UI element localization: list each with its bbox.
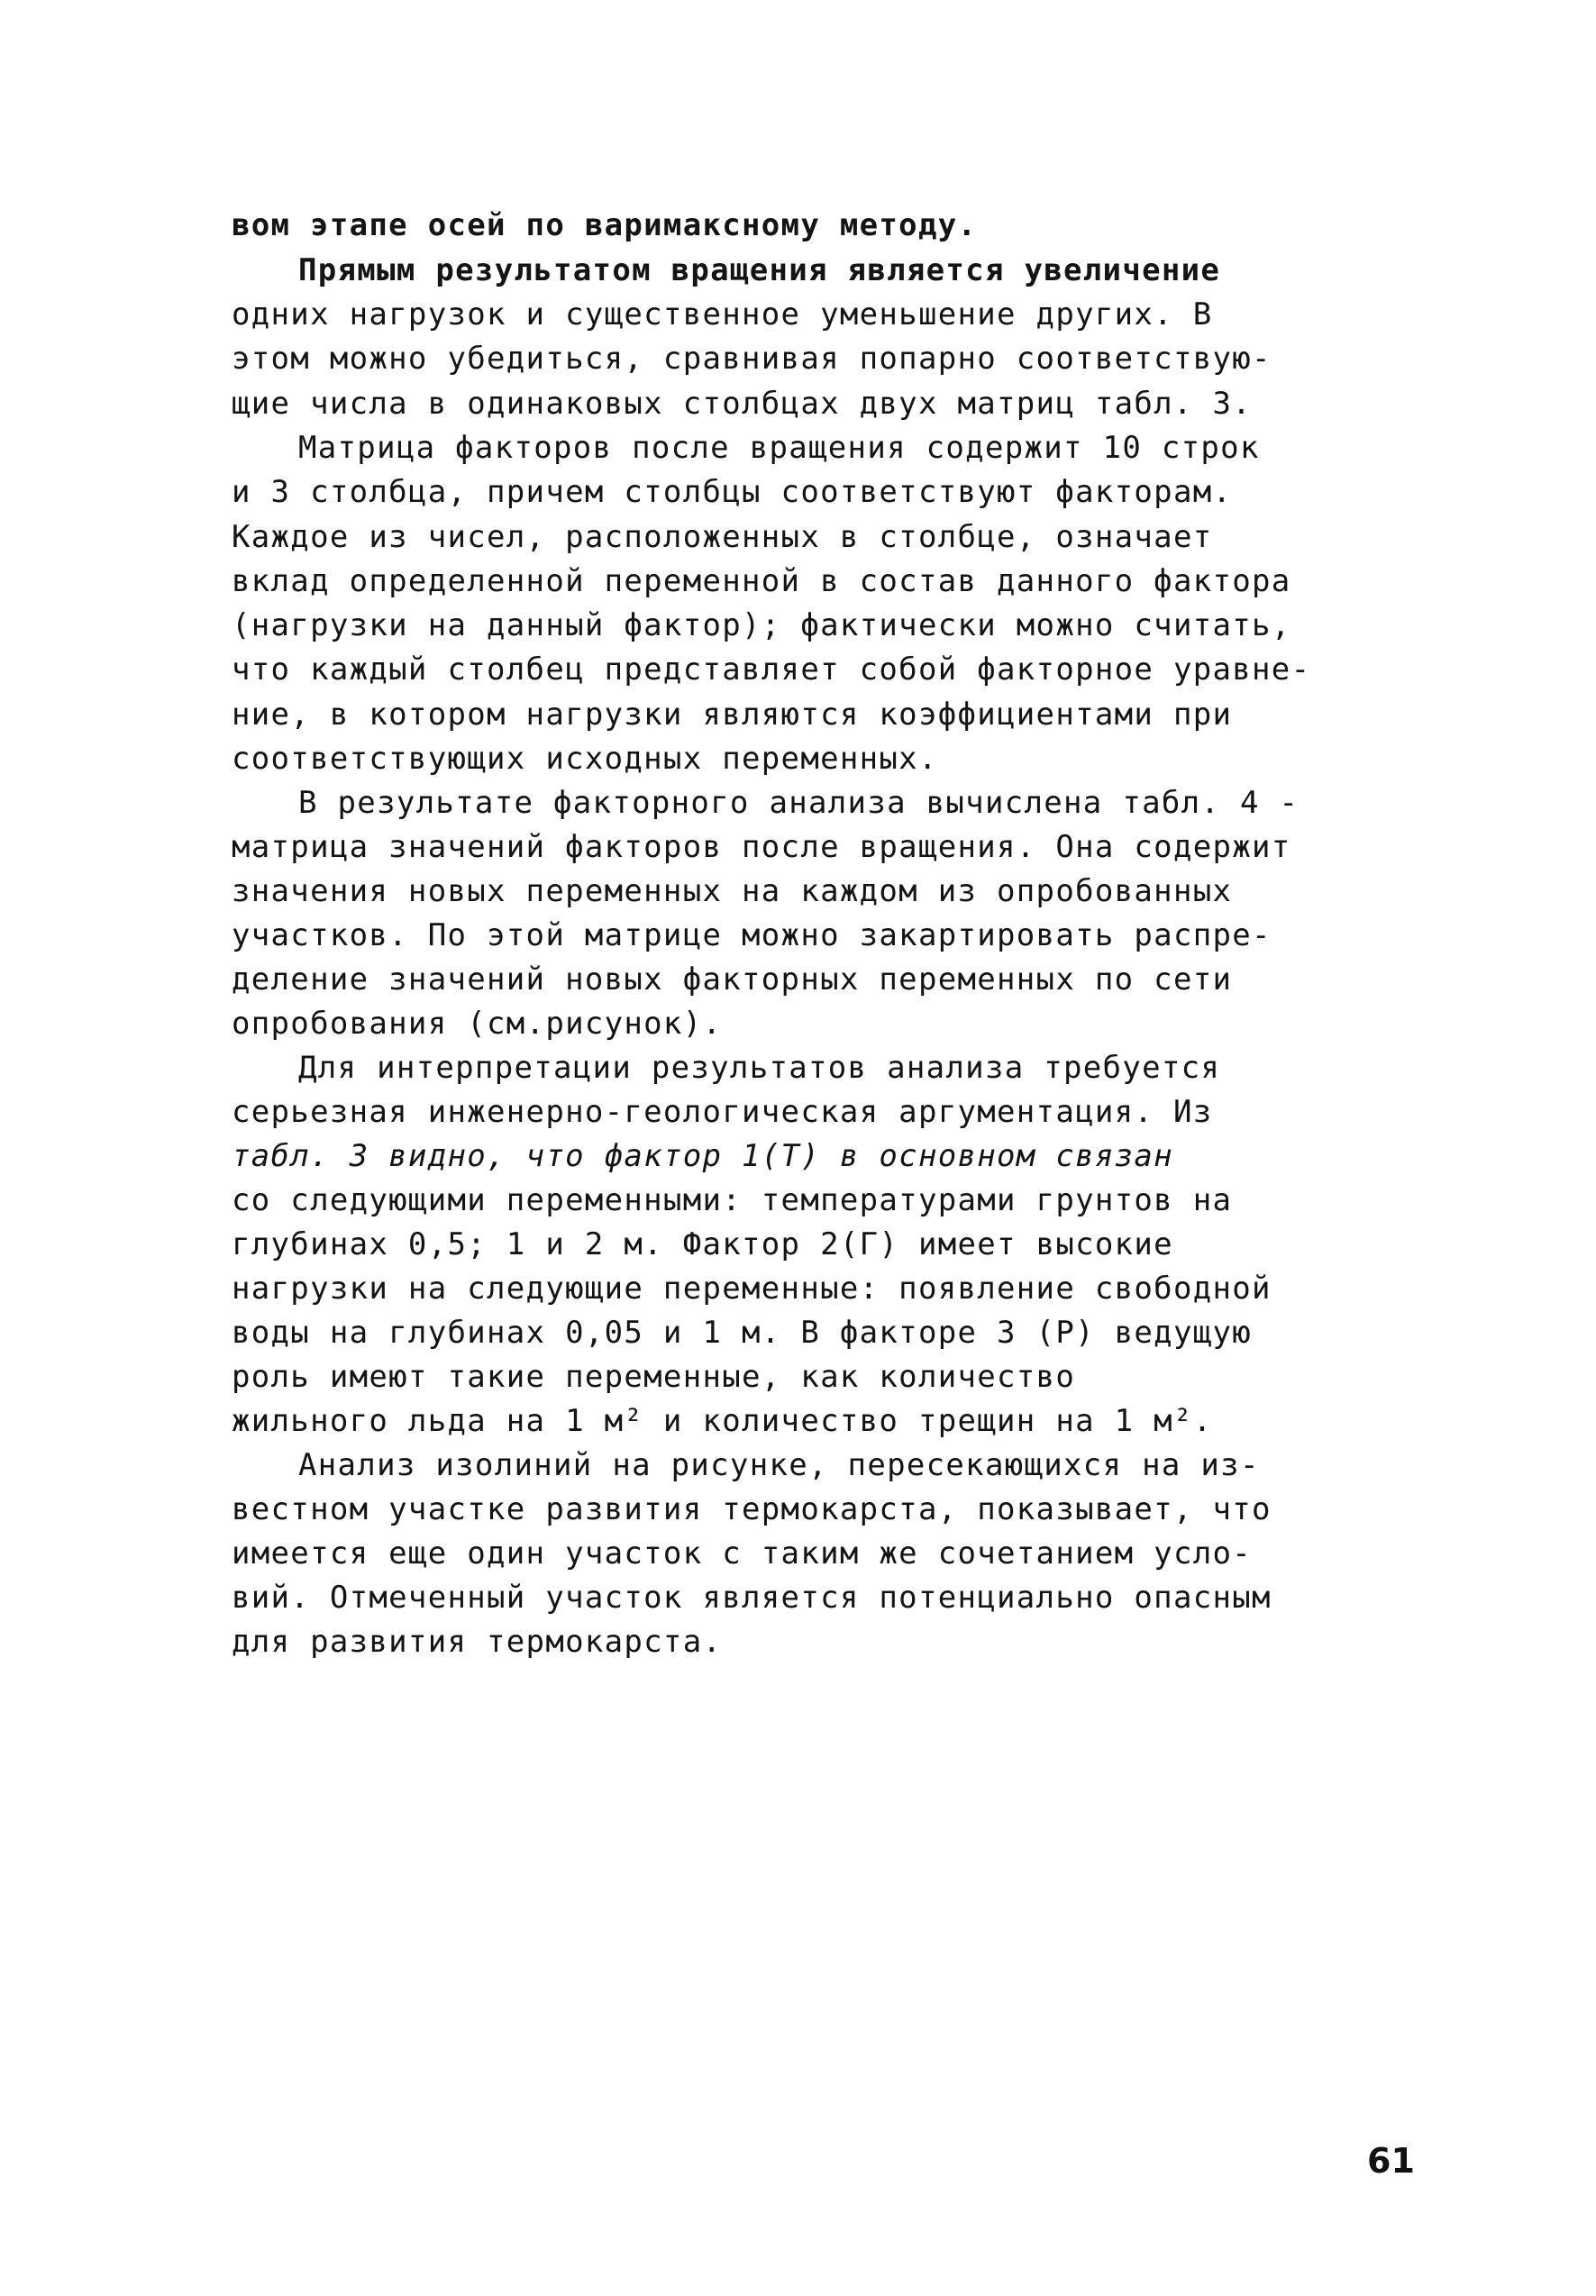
text-line: (нагрузки на данный фактор); фактически можно считать, <box>232 607 1291 643</box>
text-line: что каждый столбец представляет собой факторное уравне- <box>232 651 1311 688</box>
text-line: опробования (см.рисунок). <box>232 1006 723 1042</box>
text-line: табл. 3 видно, что фактор 1(Т) в основном связан <box>232 1138 1173 1174</box>
text-line: Прямым результатом вращения является увеличение <box>298 252 1221 288</box>
page-number: 61 <box>1367 2141 1415 2181</box>
text-line: имеется еще один участок с таким же сочетанием усло- <box>232 1535 1253 1572</box>
text-line: вом этапе осей по варимаксному методу. <box>232 207 978 243</box>
text-line: и 3 столбца, причем столбцы соответствуют факторам. <box>232 474 1233 510</box>
text-line: одних нагрузок и существенное уменьшение других. В <box>232 296 1213 333</box>
text-line: жильного льда на 1 м² и количество трещин на 1 м². <box>232 1403 1213 1439</box>
text-line: серьезная инженерно-геологическая аргументация. Из <box>232 1094 1213 1130</box>
text-line: ние, в котором нагрузки являются коэффициентами при <box>232 697 1233 733</box>
text-line: участков. По этой матрице можно закартировать распре- <box>232 917 1272 953</box>
text-line: для развития термокарста. <box>232 1624 723 1660</box>
text-line: Для интерпретации результатов анализа требуется <box>298 1050 1221 1086</box>
text-line: значения новых переменных на каждом из опробованных <box>232 873 1233 909</box>
text-line: со следующими переменными: температурами грунтов на <box>232 1182 1233 1218</box>
text-line: матрица значений факторов после вращения. Она содержит <box>232 829 1291 865</box>
text-line: нагрузки на следующие переменные: появление свободной <box>232 1271 1272 1307</box>
text-line: щие числа в одинаковых столбцах двух матриц табл. 3. <box>232 386 1253 422</box>
text-line: Анализ изолиний на рисунке, пересекающихся на из- <box>298 1447 1260 1483</box>
text-line: вий. Отмеченный участок является потенциально опасным <box>232 1580 1272 1616</box>
text-line: вестном участке развития термокарста, показывает, что <box>232 1491 1272 1527</box>
text-line: соответствующих исходных переменных. <box>232 741 938 777</box>
text-line: деление значений новых факторных переменных по сети <box>232 961 1233 998</box>
text-line: глубинах 0,5; 1 и 2 м. Фактор 2(Г) имеет высокие <box>232 1226 1173 1262</box>
text-line: В результате факторного анализа вычислена табл. 4 - <box>298 785 1300 821</box>
text-line: роль имеют такие переменные, как количество <box>232 1359 1076 1395</box>
text-line: воды на глубинах 0,05 и 1 м. В факторе 3 (Р) ведущую <box>232 1315 1253 1351</box>
text-line: Каждое из чисел, расположенных в столбце, означает <box>232 519 1213 555</box>
text-line: Матрица факторов после вращения содержит 10 строк <box>298 430 1260 466</box>
text-line: вклад определенной переменной в состав данного фактора <box>232 563 1291 599</box>
text-line: этом можно убедиться, сравнивая попарно соответствую- <box>232 341 1272 377</box>
